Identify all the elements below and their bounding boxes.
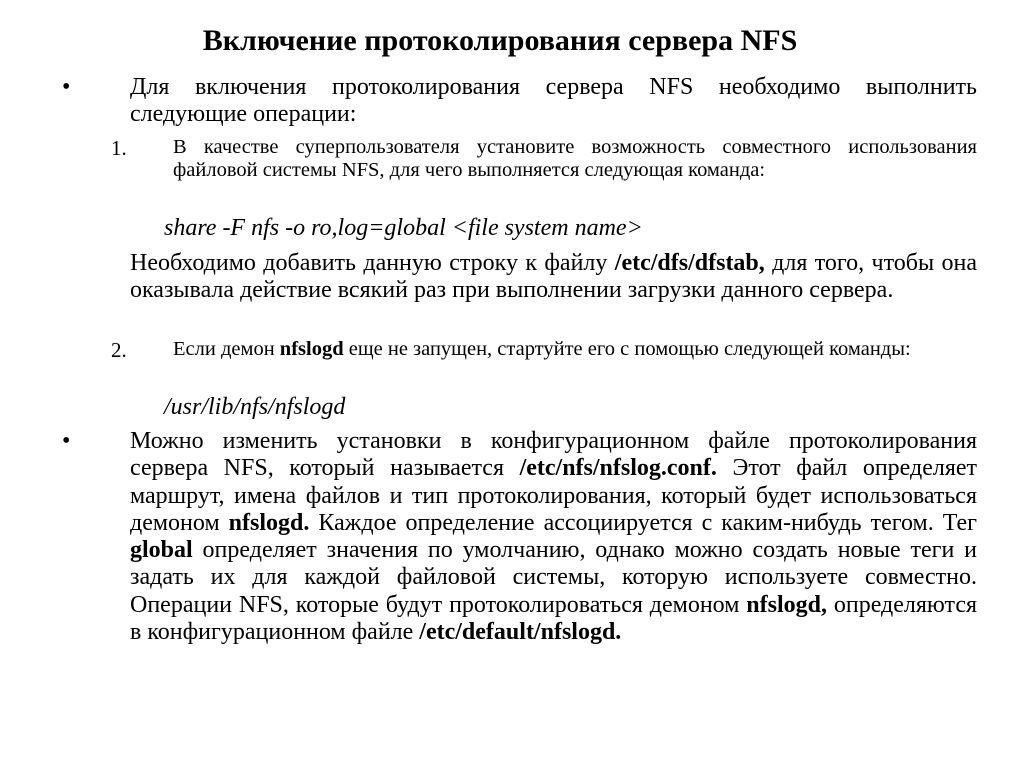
step-2-text-1: Если демон <box>173 338 275 360</box>
dfstab-note-text-1: Необходимо добавить данную строку к файлу <box>130 250 608 276</box>
bullet-marker: • <box>62 74 71 100</box>
config-text-1: Можно изменить установки в конфигурационном файле протоколирования сервера NFS, который называется <box>130 428 977 482</box>
nfslogd-daemon-name: nfslogd. <box>228 509 310 536</box>
bullet-intro-text: Для включения протоколирования сервера NFS необходимо выполнить следующие операции: <box>130 74 977 128</box>
slide-title: Включение протоколирования сервера NFS <box>202 24 798 57</box>
config-text-3: Каждое определение ассоциируется с каким-нибудь тегом. Тег <box>318 509 978 536</box>
step-number: 1. <box>111 136 127 160</box>
dfstab-note-text-2: для того, чтобы она оказывала действие всякий раз при выполнении загрузки данного сервера. <box>130 250 977 304</box>
global-tag: global <box>130 537 193 564</box>
step-2-text-2: еще не запущен, стартуйте его с помощью следующей команды: <box>348 338 911 360</box>
step-number: 2. <box>111 338 127 362</box>
share-command: share -F nfs -o ro,log=global <file system name> <box>164 215 643 241</box>
step-1-text: В качестве суперпользователя установите возможность совместного использования файловой системы NFS, для чего выполняется следующая команда: <box>173 136 977 181</box>
nfslog-config-paragraph <box>130 428 977 646</box>
nfslogd-daemon-name: nfslogd <box>279 338 344 360</box>
config-text-2: Этот файл определяет маршрут, имена файлов и тип протоколирования, который будет использоваться демоном <box>130 455 978 536</box>
nfslog-conf-path: /etc/nfs/nfslog.conf. <box>519 455 717 482</box>
default-nfslogd-path: /etc/default/nfslogd. <box>419 619 622 646</box>
nfslogd-command: /usr/lib/nfs/nfslogd <box>164 394 346 420</box>
bullet-marker: • <box>62 428 71 454</box>
dfstab-note <box>130 250 977 305</box>
step-2-text <box>173 338 977 361</box>
nfslogd-daemon-name: nfslogd, <box>746 591 827 618</box>
config-text-4: определяет значения по умолчанию, однако можно создать новые теги и задать их для каждой файловой системы, которую используете совместно. Операции NFS, которые будут протоколироваться демоном <box>130 537 978 618</box>
config-text-5: определяются в конфигурационном файле <box>130 591 978 646</box>
dfstab-path: /etc/dfs/dfstab, <box>614 250 765 276</box>
